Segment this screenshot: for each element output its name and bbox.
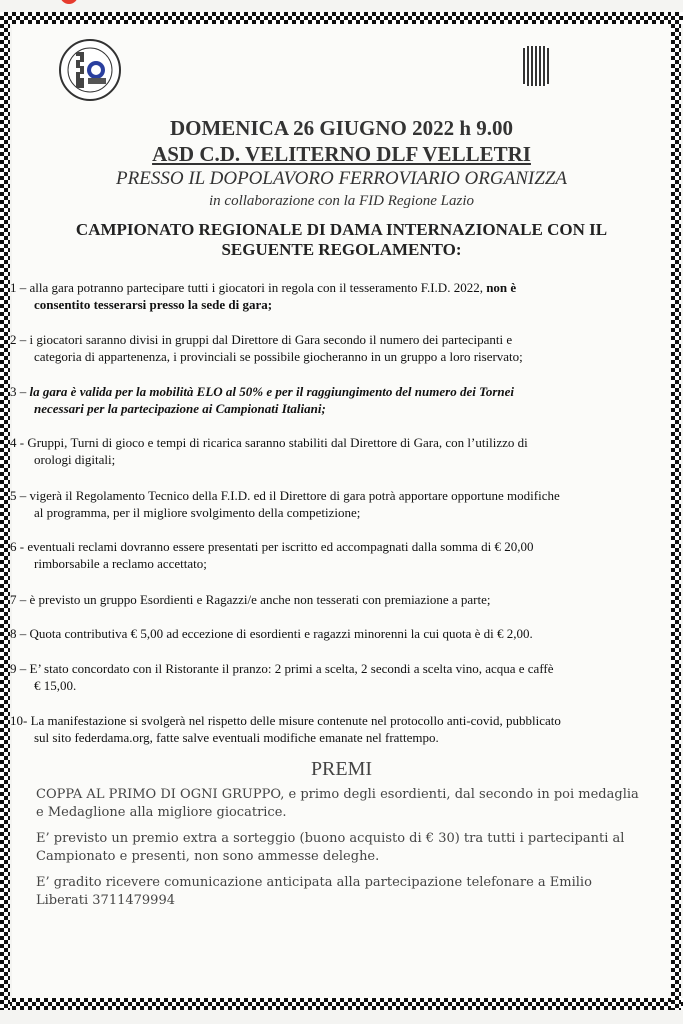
checkered-border-top: [0, 12, 683, 24]
rule-text: La manifestazione si svolgerà nel rispetto delle misure contenute nel protocollo anti-covid, pubblicato: [30, 713, 561, 728]
rule-number: 2 –: [10, 332, 27, 347]
rule-number: 6 -: [10, 539, 25, 554]
rule-item: [10, 434, 660, 468]
event-date-line: DOMENICA 26 GIUGNO 2022 h 9.00: [169, 116, 514, 140]
rule-text: eventuali reclami dovranno essere presentati per iscritto ed accompagnati dalla somma di € 20,00: [27, 539, 534, 554]
rule-text-cont: € 15,00.: [34, 678, 77, 693]
rule-text-bold: non è: [486, 280, 517, 295]
rule-number: 4 -: [10, 435, 25, 450]
prizes-paragraph: E’ previsto un premio extra a sorteggio (buono acquisto di € 30) tra tutti i partecipanti al Campionato e presenti, non sono ammesse deleghe.: [36, 831, 625, 864]
rule-text: è previsto un gruppo Esordienti e Ragazzi/e anche non tesserati con premiazione a parte;: [29, 592, 491, 607]
rule-text-cont: rimborsabile a reclamo accettato;: [34, 556, 207, 571]
rule-item: [10, 625, 660, 642]
rule-number: 9 –: [10, 661, 27, 676]
rule-item: [10, 487, 660, 521]
championship-title: [0, 220, 683, 260]
prizes-section: [36, 786, 646, 918]
rule-text-cont: categoria di appartenenza, i provinciali se possibile giocheranno in un gruppo a loro riservato;: [34, 349, 523, 364]
rule-number: 8 –: [10, 626, 27, 641]
club-name-line: ASD C.D. VELITERNO DLF VELLETRI: [152, 142, 531, 166]
prizes-paragraph: COPPA AL PRIMO DI OGNI GRUPPO, e primo degli esordienti, dal secondo in poi medaglia e Medaglione alla migliore giocatrice.: [36, 787, 639, 820]
rule-item: [10, 660, 660, 694]
rule-text: Quota contributiva € 5,00 ad eccezione di esordienti e ragazzi minorenni la cui quota è di € 2,00.: [29, 626, 533, 641]
championship-title-line-2: SEGUENTE REGOLAMENTO:: [221, 240, 462, 259]
rule-number: 10-: [10, 713, 28, 728]
rule-number: 7 –: [10, 592, 27, 607]
club-logo: [58, 38, 122, 102]
prizes-heading: PREMI: [310, 758, 373, 780]
rule-text-cont: necessari per la partecipazione ai Campionati Italiani;: [34, 401, 326, 416]
rule-item: [10, 712, 660, 746]
rule-text-cont: orologi digitali;: [34, 452, 116, 467]
rule-item: [10, 383, 660, 417]
rule-text: i giocatori saranno divisi in gruppi dal Direttore di Gara secondo il numero dei partecipanti e: [29, 332, 513, 347]
rule-text: alla gara potranno partecipare tutti i giocatori in regola con il tesseramento F.I.D. 2022,: [29, 280, 483, 295]
rule-text: E’ stato concordato con il Ristorante il pranzo: 2 primi a scelta, 2 secondi a scelta vino, acqua e caffè: [29, 661, 554, 676]
rule-text: Gruppi, Turni di gioco e tempi di ricarica saranno stabiliti dal Direttore di Gara, con l’utilizzo di: [27, 435, 528, 450]
collaboration-line: in collaborazione con la FID Regione Lazio: [209, 193, 474, 209]
rule-item: [10, 331, 660, 365]
rule-item: [10, 591, 660, 608]
rule-text-bold-cont: consentito tesserarsi presso la sede di gara;: [34, 297, 273, 312]
rule-text: vigerà il Regolamento Tecnico della F.I.D. ed il Direttore di gara potrà apportare opportune modifiche: [29, 488, 560, 503]
rule-item: [10, 538, 660, 572]
rule-item: [10, 279, 660, 313]
rule-text-cont: sul sito federdama.org, fatte salve eventuali modifiche emanate nel frattempo.: [34, 730, 439, 745]
rule-text: la gara è valida per la mobilità ELO al 50% e per il raggiungimento del numero dei Tornei: [29, 384, 514, 399]
rule-number: 3 –: [10, 384, 27, 399]
fid-logo: [520, 44, 550, 88]
red-mark-decoration: [60, 0, 78, 4]
rule-number: 1 –: [10, 280, 27, 295]
championship-title-line-1: CAMPIONATO REGIONALE DI DAMA INTERNAZIONALE CON IL: [75, 220, 608, 239]
rule-number: 5 –: [10, 488, 27, 503]
organizer-line: PRESSO IL DOPOLAVORO FERROVIARIO ORGANIZZA: [116, 168, 567, 189]
prizes-paragraph: E’ gradito ricevere comunicazione anticipata alla partecipazione telefonare a Emilio Liberati 3711479994: [36, 875, 592, 908]
rule-text-cont: al programma, per il migliore svolgimento della competizione;: [34, 505, 361, 520]
checkered-border-bottom: [0, 998, 683, 1010]
